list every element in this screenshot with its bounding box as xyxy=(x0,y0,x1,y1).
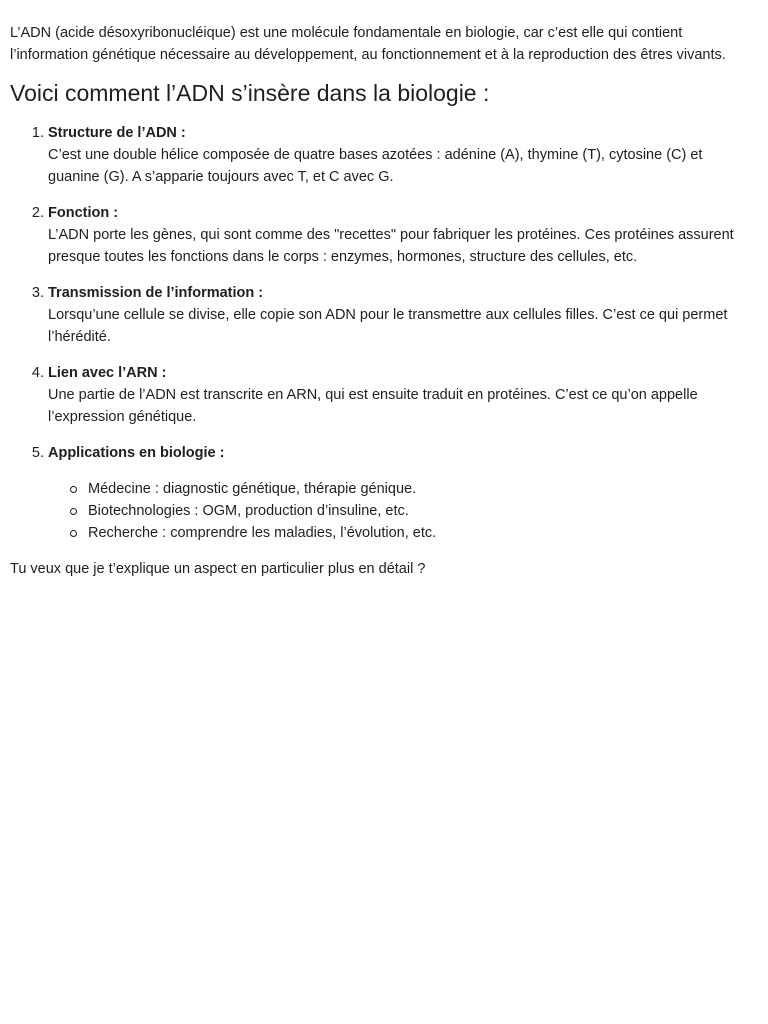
list-item-arn xyxy=(48,362,758,428)
item-title: Structure de l’ADN : xyxy=(48,125,186,141)
bullet-icon xyxy=(70,486,77,493)
list-item-transmission xyxy=(48,282,758,348)
sublist-item-recherche xyxy=(68,522,758,544)
item-body: L’ADN porte les gènes, qui sont comme des "recettes" pour fabriquer les protéines. Ces protéines assurent presque toutes les fonctions dans le corps : enzymes, hormones, structure des cellules, etc. xyxy=(48,227,734,265)
item-body: Lorsqu’une cellule se divise, elle copie son ADN pour le transmettre aux cellules filles. C’est ce qui permet l’hérédité. xyxy=(48,307,728,345)
closing-question: Tu veux que je t’explique un aspect en particulier plus en détail ? xyxy=(10,561,426,577)
list-item-structure xyxy=(48,122,758,188)
item-title: Applications en biologie : xyxy=(48,445,225,461)
intro-paragraph: L’ADN (acide désoxyribonucléique) est une molécule fondamentale en biologie, car c’est elle qui contient l’information génétique nécessaire au développement, au fonctionnement et à la reproduction des êtres vivants. xyxy=(10,25,726,63)
item-body: Une partie de l’ADN est transcrite en ARN, qui est ensuite traduit en protéines. C’est ce qu’on appelle l’expression génétique. xyxy=(48,387,698,425)
item-title: Lien avec l’ARN : xyxy=(48,365,167,381)
applications-sublist xyxy=(48,478,758,544)
sublist-item-medecine xyxy=(68,478,758,500)
item-title: Transmission de l’information : xyxy=(48,285,264,301)
sublist-item-biotechnologies xyxy=(68,500,758,522)
biology-sections-list xyxy=(10,122,758,544)
sublist-item-text: Biotechnologies : OGM, production d’insuline, etc. xyxy=(88,503,409,519)
list-item-fonction xyxy=(48,202,758,268)
sublist-item-text: Recherche : comprendre les maladies, l’évolution, etc. xyxy=(88,525,437,541)
bullet-icon xyxy=(70,508,77,515)
section-heading: Voici comment l’ADN s’insère dans la biologie : xyxy=(10,80,490,106)
item-body: C’est une double hélice composée de quatre bases azotées : adénine (A), thymine (T), cytosine (C) et guanine (G). A s’apparie toujours avec T, et C avec G. xyxy=(48,147,703,185)
sublist-item-text: Médecine : diagnostic génétique, thérapie génique. xyxy=(88,481,417,497)
bullet-icon xyxy=(70,530,77,537)
item-title: Fonction : xyxy=(48,205,119,221)
list-item-applications xyxy=(48,442,758,544)
